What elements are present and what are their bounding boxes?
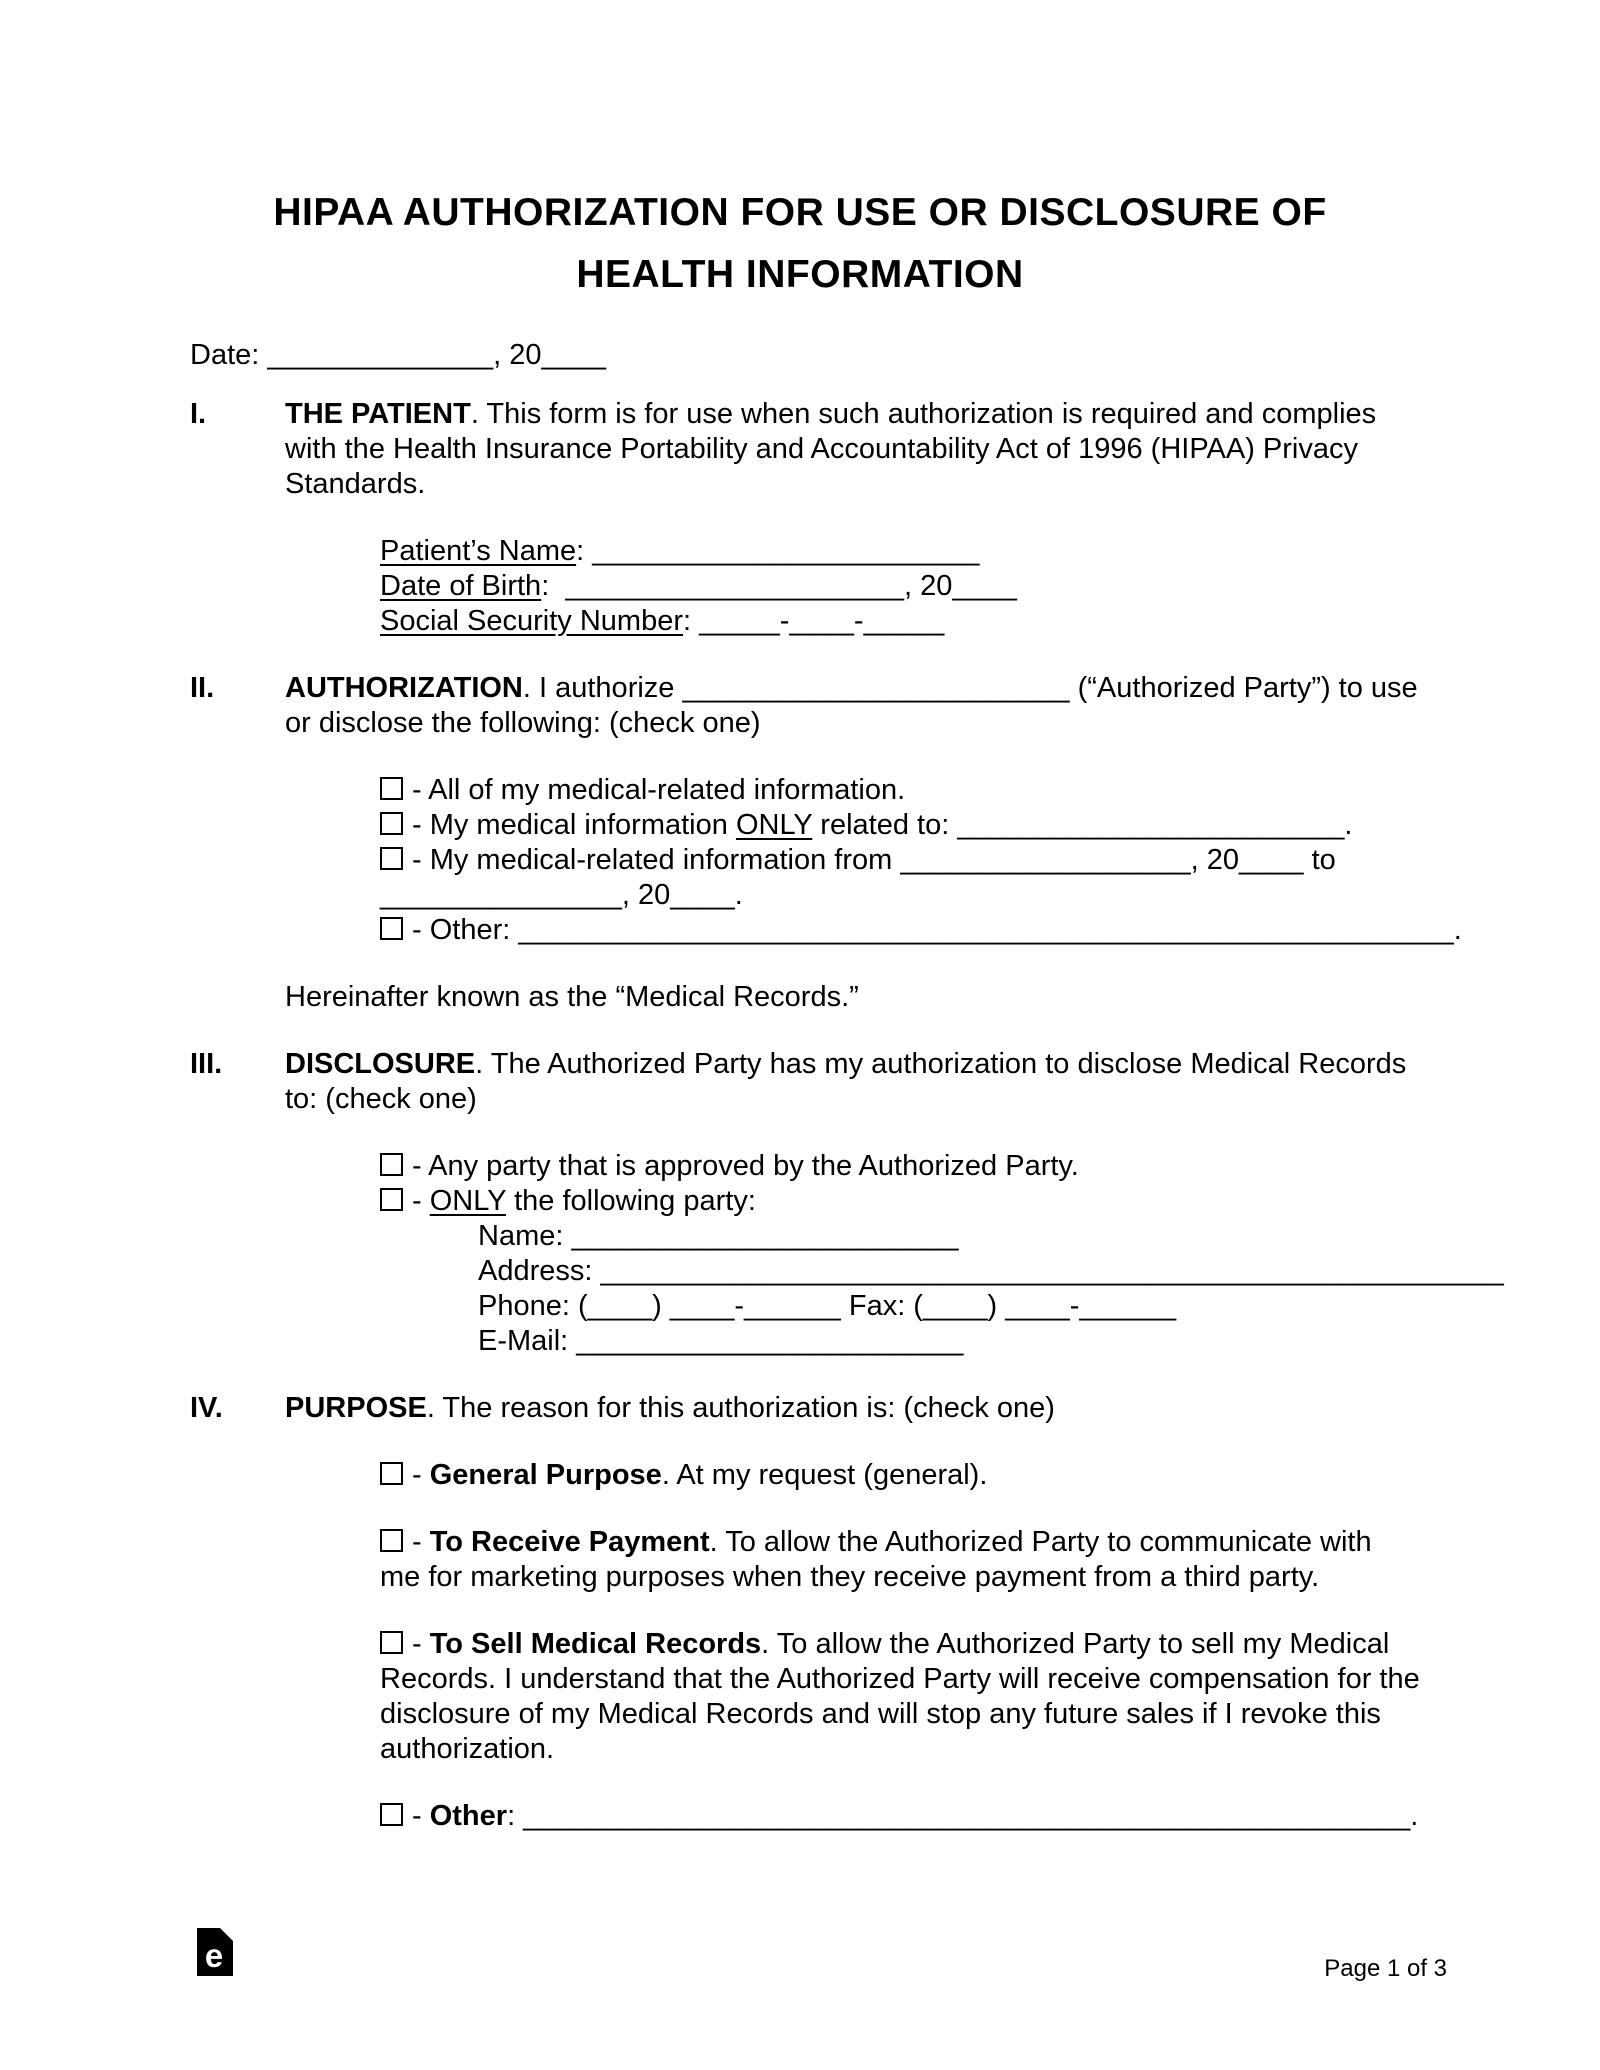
checkbox-medical-info-only[interactable] xyxy=(380,812,403,835)
purpose-receive-payment-text: . To allow the Authorized Party to communicate with xyxy=(709,1526,1372,1558)
purpose-other-blank: : _______________________________________________________. xyxy=(507,1800,1419,1832)
ssn-field xyxy=(380,604,1460,639)
authorization-options xyxy=(380,773,1460,948)
section-1-line-2: with the Health Insurance Portability and Accountability Act of 1996 (HIPAA) Privacy xyxy=(285,433,1358,465)
date-of-birth-blank: : _____________________, 20____ xyxy=(541,570,1017,602)
date-line: Date: ______________, 20____ xyxy=(190,339,607,371)
section-3-intro xyxy=(285,1047,1460,1082)
patient-name-field xyxy=(380,534,1460,569)
purpose-other xyxy=(380,1799,1460,1834)
option-medical-info-only-pre: - My medical information xyxy=(412,809,736,841)
title-line-1: HIPAA AUTHORIZATION FOR USE OR DISCLOSURE OF xyxy=(273,191,1327,234)
page-number: Page 1 of 3 xyxy=(1324,1955,1447,1982)
purpose-sell-records xyxy=(380,1627,1460,1767)
option-any-party xyxy=(380,1149,1460,1184)
section-4-heading: PURPOSE xyxy=(285,1392,427,1424)
option-all-medical-info xyxy=(380,773,1460,808)
option-medical-info-range-line-1: - My medical-related information from __________________, 20____ to xyxy=(412,844,1336,876)
option-medical-info-range xyxy=(380,843,1460,878)
party-email-field: E-Mail: ________________________ xyxy=(478,1325,964,1357)
option-medical-info-range-line-2: _______________, 20____. xyxy=(380,879,743,911)
checkbox-general-purpose[interactable] xyxy=(380,1462,403,1485)
option-only-party-emphasis: ONLY xyxy=(429,1185,507,1217)
section-2-line-2: or disclose the following: (check one) xyxy=(285,707,761,739)
checkbox-all-medical-info[interactable] xyxy=(380,777,403,800)
purpose-other-pre: - xyxy=(412,1800,430,1832)
section-1-intro xyxy=(285,397,1460,432)
checkbox-any-party[interactable] xyxy=(380,1153,403,1176)
checkbox-other-purpose[interactable] xyxy=(380,1803,403,1826)
purpose-receive-payment-pre: - xyxy=(412,1526,430,1558)
checkbox-only-party[interactable] xyxy=(380,1188,403,1211)
document-body xyxy=(190,338,1504,1834)
section-numeral-3: III. xyxy=(190,1048,223,1080)
party-name-field: Name: ________________________ xyxy=(478,1220,959,1252)
disclosure-options xyxy=(380,1149,1504,1359)
section-4-intro xyxy=(285,1391,1460,1426)
party-phone-fax-field: Phone: (____) ____-______ Fax: (____) ____-______ xyxy=(478,1290,1177,1322)
option-all-medical-info-label: - All of my medical-related information. xyxy=(412,774,906,806)
section-1-line-3: Standards. xyxy=(285,468,426,500)
purpose-other-label: Other xyxy=(429,1800,508,1832)
purpose-sell-records-line-4: authorization. xyxy=(380,1733,555,1765)
purpose-receive-payment xyxy=(380,1525,1460,1595)
option-only-party xyxy=(380,1184,1460,1219)
patient-name-blank: : ________________________ xyxy=(576,535,980,567)
eforms-logo-letter: e xyxy=(204,1937,224,1974)
title-line-2: HEALTH INFORMATION xyxy=(576,253,1024,296)
purpose-general xyxy=(380,1458,1460,1493)
eforms-logo-icon xyxy=(197,1928,233,1976)
option-any-party-label: - Any party that is approved by the Authorized Party. xyxy=(412,1150,1079,1182)
party-address-field: Address: ________________________________________________________ xyxy=(478,1255,1504,1287)
option-medical-info-only-blank: related to: ________________________. xyxy=(812,809,1353,841)
checkbox-medical-info-range[interactable] xyxy=(380,847,403,870)
section-2-intro xyxy=(285,671,1460,706)
option-only-party-pre: - xyxy=(412,1185,430,1217)
purpose-sell-records-line-2: Records. I understand that the Authorized Party will receive compensation for the xyxy=(380,1663,1420,1695)
patient-name-label: Patient’s Name xyxy=(380,535,577,567)
section-1-heading: THE PATIENT xyxy=(285,398,471,430)
purpose-sell-records-text: . To allow the Authorized Party to sell my Medical xyxy=(761,1628,1390,1660)
purpose-receive-payment-label: To Receive Payment xyxy=(429,1526,710,1558)
checkbox-receive-payment[interactable] xyxy=(380,1529,403,1552)
option-other-authorization-label: - Other: __________________________________________________________. xyxy=(412,914,1462,946)
party-details xyxy=(478,1219,1504,1359)
checkbox-sell-records[interactable] xyxy=(380,1631,403,1654)
document-title xyxy=(0,182,1600,306)
purpose-sell-records-label: To Sell Medical Records xyxy=(429,1628,762,1660)
section-2-intro-text: . I authorize ________________________ (“Authorized Party”) to use xyxy=(522,672,1418,704)
section-disclosure xyxy=(190,1047,1504,1359)
option-other-authorization xyxy=(380,913,1460,948)
section-4-intro-text: . The reason for this authorization is: (check one) xyxy=(426,1392,1055,1424)
ssn-label: Social Security Number xyxy=(380,605,683,637)
section-numeral-2: II. xyxy=(190,672,215,704)
purpose-sell-records-line-3: disclosure of my Medical Records and will stop any future sales if I revoke this xyxy=(380,1698,1381,1730)
option-only-party-label: the following party: xyxy=(506,1185,756,1217)
patient-fields xyxy=(380,534,1460,639)
section-purpose xyxy=(190,1391,1460,1834)
section-3-line-2: to: (check one) xyxy=(285,1083,477,1115)
section-numeral-1: I. xyxy=(190,398,207,430)
checkbox-other-authorization[interactable] xyxy=(380,917,403,940)
option-medical-info-only xyxy=(380,808,1460,843)
purpose-sell-records-pre: - xyxy=(412,1628,430,1660)
option-medical-info-only-emphasis: ONLY xyxy=(735,809,813,841)
section-the-patient xyxy=(190,397,1460,639)
purpose-general-label: General Purpose xyxy=(429,1459,662,1491)
section-1-intro-text: . This form is for use when such authorization is required and complies xyxy=(470,398,1377,430)
date-of-birth-field xyxy=(380,569,1460,604)
section-numeral-4: IV. xyxy=(190,1392,223,1424)
ssn-blank: : _____-____-_____ xyxy=(683,605,945,637)
section-3-intro-text: . The Authorized Party has my authorization to disclose Medical Records xyxy=(475,1048,1407,1080)
section-3-heading: DISCLOSURE xyxy=(285,1048,476,1080)
section-2-heading: AUTHORIZATION xyxy=(285,672,523,704)
section-authorization xyxy=(190,671,1460,1015)
date-of-birth-label: Date of Birth xyxy=(380,570,542,602)
medical-records-note: Hereinafter known as the “Medical Records.” xyxy=(285,981,859,1013)
purpose-receive-payment-line-2: me for marketing purposes when they receive payment from a third party. xyxy=(380,1561,1320,1593)
purpose-general-pre: - xyxy=(412,1459,430,1491)
purpose-general-text: . At my request (general). xyxy=(661,1459,988,1491)
